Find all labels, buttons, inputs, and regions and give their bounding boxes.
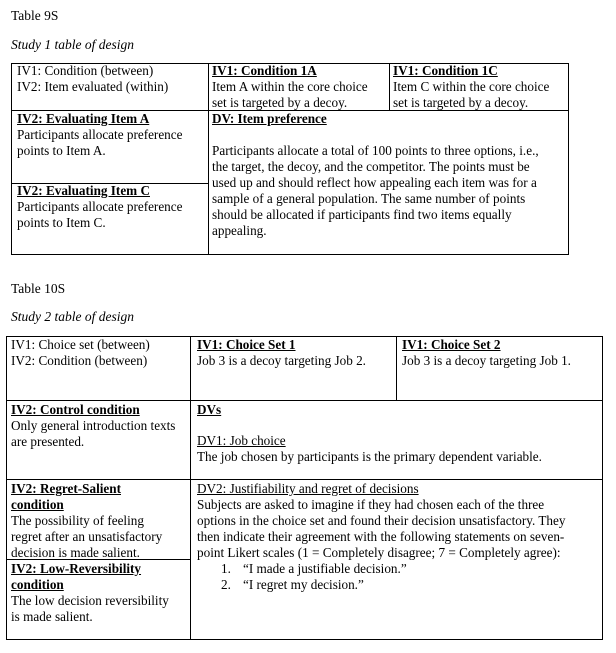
t9-border-right	[568, 63, 569, 255]
t9-evaluating-item-a-title: IV2: Evaluating Item A	[17, 111, 150, 126]
t10-low-reversibility-condition: IV2: Low-Reversibility condition The low decision reversibility is made salient.	[11, 561, 169, 624]
t10-divider-col1	[190, 336, 191, 640]
t10-choice-set-2-title: IV1: Choice Set 2	[402, 337, 501, 352]
t10-reversibility-title-line2: condition	[11, 577, 64, 592]
t10-control-condition: IV2: Control condition Only general introduction texts are presented.	[11, 402, 176, 449]
t9-border-left	[11, 63, 12, 255]
t10-regret-title-line1: IV2: Regret-Salient	[11, 481, 121, 496]
t10-dv1-title: DV1: Job choice	[197, 433, 286, 448]
t10-reversibility-title-line1: IV2: Low-Reversibility	[11, 561, 142, 576]
t10-dv2-title: DV2: Justifiability and regret of decisions	[197, 481, 419, 496]
t9-dv-title: DV: Item preference	[212, 111, 327, 126]
t10-regret-title-line2: condition	[11, 497, 64, 512]
t10-dvs	[197, 402, 542, 465]
t9-condition-1c: IV1: Condition 1C Item C within the core choice set is targeted by a decoy.	[393, 63, 550, 110]
t9-evaluating-item-c: IV2: Evaluating Item C Participants allocate preference points to Item C.	[17, 183, 183, 230]
t9-divider-col1	[208, 63, 209, 255]
table-9-subtitle: Study 1 table of design	[11, 37, 134, 52]
table-10-subtitle: Study 2 table of design	[11, 309, 134, 324]
t9-dv-item-preference: DV: Item preference Participants allocate a total of 100 points to three options, i.e., the target, the decoy, and the competitor. The points must be used up and should reflect how appealing each item was for a sample of a general population. The same number of points should be allocated if participants find two items equally appealing.	[212, 111, 539, 238]
t9-iv-summary: IV1: Condition (between) IV2: Item evaluated (within)	[17, 63, 169, 94]
t9-border-bottom	[11, 254, 569, 255]
t10-choice-set-2: IV1: Choice Set 2 Job 3 is a decoy targeting Job 1.	[402, 337, 571, 368]
t10-choice-set-1: IV1: Choice Set 1 Job 3 is a decoy targeting Job 2.	[197, 337, 366, 368]
t9-evaluating-item-c-title: IV2: Evaluating Item C	[17, 183, 150, 198]
list-item: 2. “I regret my decision.”	[221, 577, 364, 592]
table-10-label: Table 10S	[11, 281, 66, 296]
t10-border-right	[602, 336, 603, 640]
t10-divider-row1	[6, 400, 603, 401]
t10-dv1-text: The job chosen by participants is the primary dependent variable.	[197, 449, 542, 464]
t10-control-title: IV2: Control condition	[11, 402, 140, 417]
t10-iv-summary: IV1: Choice set (between) IV2: Condition (between)	[11, 337, 150, 368]
t9-condition-1a: IV1: Condition 1A Item A within the core choice set is targeted by a decoy.	[212, 63, 368, 110]
t9-condition-1c-title: IV1: Condition 1C	[393, 63, 498, 78]
t10-divider-col2	[396, 336, 397, 401]
t10-divider-row2	[6, 479, 603, 480]
table-9-label: Table 9S	[11, 8, 59, 23]
t10-statement-list	[197, 561, 565, 593]
t9-evaluating-item-a: IV2: Evaluating Item A Participants allocate preference points to Item A.	[17, 111, 183, 158]
t10-choice-set-1-title: IV1: Choice Set 1	[197, 337, 296, 352]
list-item: 1. “I made a justifiable decision.”	[221, 561, 407, 576]
t10-border-bottom	[6, 639, 603, 640]
t10-regret-salient-condition: IV2: Regret-Salient condition The possibility of feeling regret after an unsatisfactory decision is made salient.	[11, 481, 163, 560]
t9-condition-1a-title: IV1: Condition 1A	[212, 63, 317, 78]
t10-border-left	[6, 336, 7, 640]
t10-dv2: DV2: Justifiability and regret of decisions Subjects are asked to imagine if they had chosen each of the three options in the choice set and found their decision unsatisfactory. They then indicate their agreement with the following statements on seven- point Likert scales (1 = Completely disagree; 7 = Completely agree): 1. “I made a justifiable decision.” 2. “I regret my decision.”	[197, 481, 566, 592]
t9-divider-col2	[389, 63, 390, 111]
t10-dvs-title: DVs	[197, 402, 222, 417]
